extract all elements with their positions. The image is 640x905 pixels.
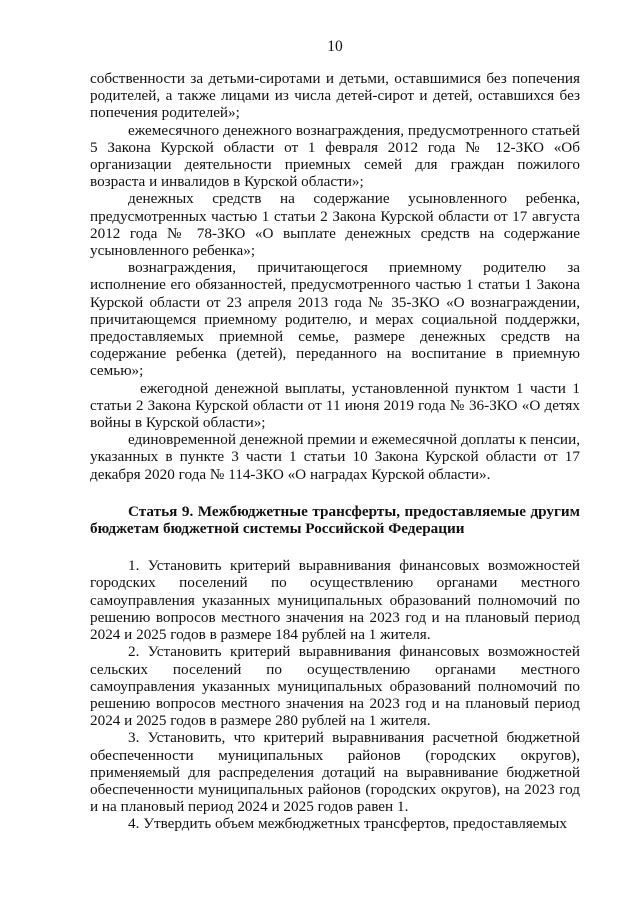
paragraph: единовременной денежной премии и ежемесячной доплаты к пенсии, указанных в пункте 3 части 1 статьи 10 Закона Курской области от 17 декабря 2020 года № 114-ЗКО «О наградах Курской области». [90,431,580,483]
page-number: 10 [327,38,343,55]
article-title: . Межбюджетные трансферты, предоставляемые другим бюджетам бюджетной системы Российской Федерации [90,502,580,538]
paragraph: 3. Установить, что критерий выравнивания расчетной бюджетной обеспеченности муниципальных районов (городских округов), применяемый для распределения дотаций на выравнивание бюджетной обеспеченности муниципальных районов (городских округов), на 2023 год и на плановый период 2024 и 2025 годов равен 1. [90,729,580,816]
article-heading [90,503,580,537]
article-number: Статья 9 [128,502,190,520]
paragraph: ежемесячного денежного вознаграждения, предусмотренного статьей 5 Закона Курской области от 1 февраля 2012 года № 12-ЗКО «Об организации деятельности приемных семей для граждан пожилого возраста и инвалидов в Курской области»; [90,121,580,191]
paragraph: 1. Установить критерий выравнивания финансовых возможностей городских поселений по осуществлению органами местного самоуправления указанных муниципальных образований полномочий по решению вопросов местного значения на 2023 год и на плановый период 2024 и 2025 годов в размере 184 рублей на 1 жителя. [90,557,580,644]
list-after [90,557,580,832]
paragraph: ежегодной денежной выплаты, установленной пунктом 1 части 1 статьи 2 Закона Курской области от 11 июня 2019 года № 36-ЗКО «О детях войны в Курской области»; [90,379,580,432]
paragraph: вознаграждения, причитающегося приемному родителю за исполнение его обязанностей, предусмотренного частью 1 статьи 1 Закона Курской области от 23 апреля 2013 года № 35-ЗКО «О вознаграждении, причитающемся приемному родителю, и мерах социальной поддержки, предоставляемых приемной семье, размере денежных средств на содержание ребенка (детей), переданного на воспитание в приемную семью»; [90,259,580,380]
paragraph: денежных средств на содержание усыновленного ребенка, предусмотренных частью 1 статьи 2 Закона Курской области от 17 августа 2012 года № 78-ЗКО «О выплате денежных средств на содержание усыновленного ребенка»; [90,190,580,260]
list-before [90,70,580,483]
paragraph: 4. Утвердить объем межбюджетных трансфертов, предоставляемых [128,815,567,833]
paragraph: собственности за детьми-сиротами и детьми, оставшимися без попечения родителей, а также лицами из числа детей-сирот и детей, оставшихся без попечения родителей»; [90,70,580,122]
paragraph: 2. Установить критерий выравнивания финансовых возможностей сельских поселений по осуществлению органами местного самоуправления указанных муниципальных образований полномочий по решению вопросов местного значения на 2023 год и на плановый период 2024 и 2025 годов в размере 280 рублей на 1 жителя. [90,643,580,730]
